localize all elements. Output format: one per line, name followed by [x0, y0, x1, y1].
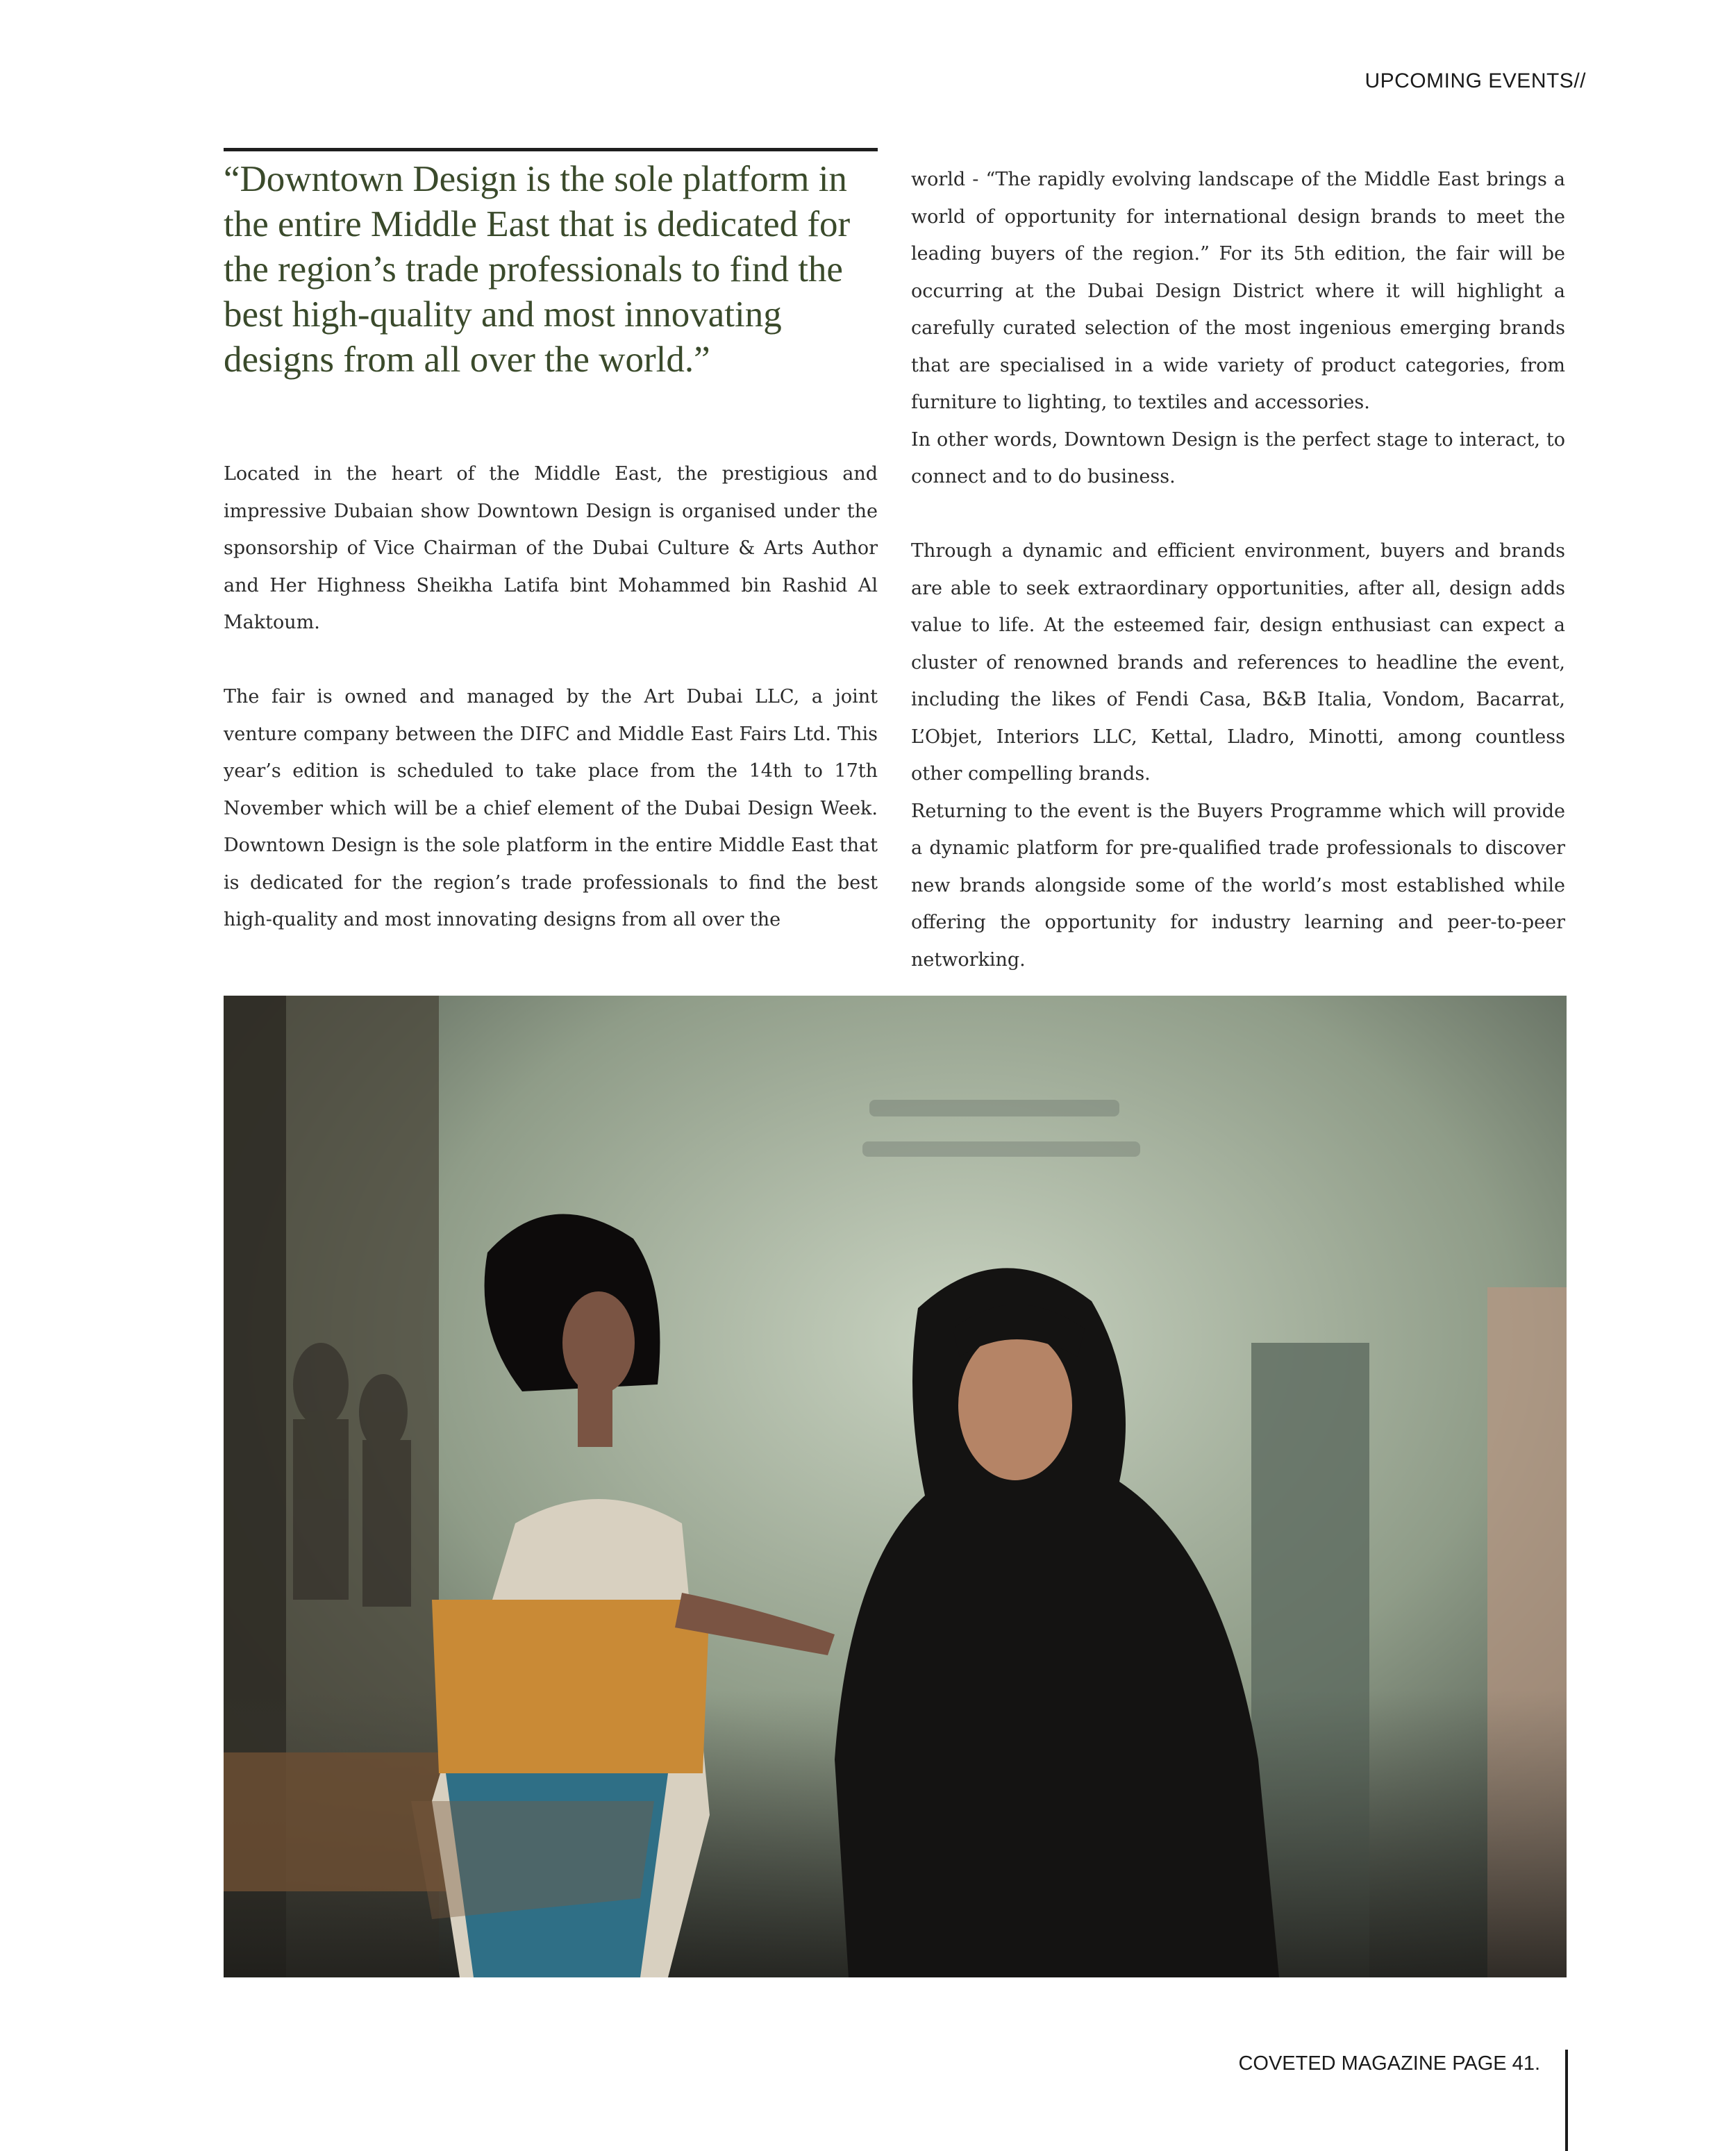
left-paragraph-1: Located in the heart of the Middle East, the prestigious and impressive Dubaian show Downtown Design is organised under the sponsorship of Vice Chairman of the Dubai Culture & Arts Author and Her Highness Sheikha Latifa bint Mohammed bin Rashid Al Maktoum.: [224, 463, 878, 633]
right-column: [911, 161, 1565, 978]
event-photo-illustration: [224, 996, 1567, 1977]
pull-quote: “Downtown Design is the sole platform in the entire Middle East that is dedicated for the region’s trade professionals to find the best high-quality and most innovating designs from all over the world.”: [224, 159, 851, 380]
right-paragraph-2: In other words, Downtown Design is the perfect stage to interact, to connect and to do business.: [911, 428, 1565, 487]
left-column: [224, 455, 878, 939]
section-label: UPCOMING EVENTS//: [1364, 69, 1586, 92]
footer-divider: [1565, 2050, 1568, 2151]
right-paragraph-1: world - “The rapidly evolving landscape of the Middle East brings a world of opportunity for international design brands to meet the leading buyers of the region.” For its 5th edition, the fair will be occurring at the Dubai Design District where it will highlight a carefully curated selection of the most ingenious emerging brands that are specialised in a wide variety of product categories, from furniture to lighting, to textiles and accessories.: [911, 169, 1565, 413]
right-paragraph-3: Through a dynamic and efficient environment, buyers and brands are able to seek extraordinary opportunities, after all, design adds value to life. At the esteemed fair, design enthusiast can expect a cluster of renowned brands and references to headline the event, including the likes of Fendi Casa, B&B Italia, Vondom, Bacarrat, L’Objet, Interiors LLC, Kettal, Lladro, Minotti, among countless other compelling brands.: [911, 540, 1565, 785]
event-photo: [224, 996, 1567, 1977]
quote-divider: [224, 148, 878, 151]
right-paragraph-4: Returning to the event is the Buyers Programme which will provide a dynamic platform for pre-qualified trade professionals to discover new brands alongside some of the world’s most established while offering the opportunity for industry learning and peer-to-peer networking.: [911, 800, 1565, 971]
page-footer: COVETED MAGAZINE PAGE 41.: [1238, 2052, 1540, 2075]
left-paragraph-2: The fair is owned and managed by the Art Dubai LLC, a joint venture company between the DIFC and Middle East Fairs Ltd. This year’s edition is scheduled to take place from the 14th to 17th November which will be a chief element of the Dubai Design Week. Downtown Design is the sole platform in the entire Middle East that is dedicated for the region’s trade professionals to find the best high-quality and most innovating designs from all over the: [224, 686, 878, 930]
